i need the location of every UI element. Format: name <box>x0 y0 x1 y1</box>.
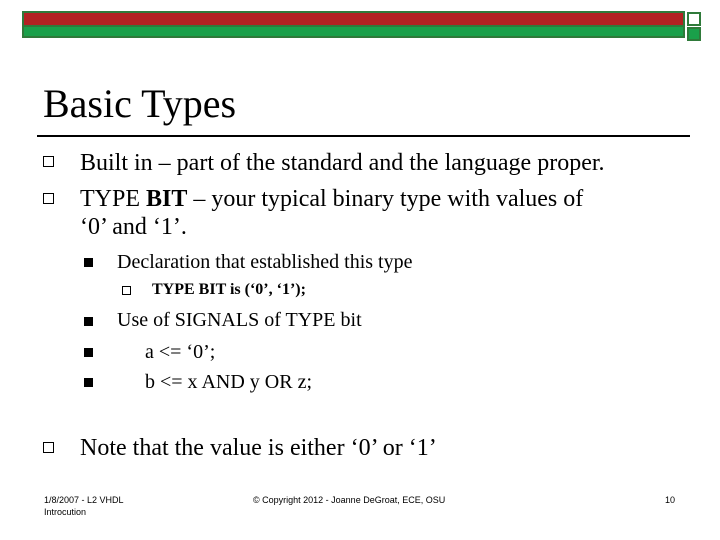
filled-square-bullet-icon <box>84 258 93 267</box>
slide-title: Basic Types <box>43 81 237 126</box>
code-line: a <= ‘0’; <box>145 341 216 363</box>
footer-left-line2: Introcution <box>44 507 87 517</box>
bullet-text-continuation: ‘0’ and ‘1’. <box>80 214 187 240</box>
bullet-text: Note that the value is either ‘0’ or ‘1’ <box>80 435 437 461</box>
code-line: TYPE BIT is (‘0’, ‘1’); <box>152 281 306 298</box>
hollow-square-bullet-icon <box>43 156 54 167</box>
filled-square-bullet-icon <box>84 317 93 326</box>
filled-square-bullet-icon <box>84 348 93 357</box>
header-bar-green <box>22 27 685 38</box>
footer-date <box>44 494 124 518</box>
hollow-square-bullet-icon <box>43 442 54 453</box>
bullet-text: Declaration that established this type <box>117 251 413 273</box>
footer-left-line1: 1/8/2007 - L2 VHDL <box>44 495 124 505</box>
bullet-text: Built in – part of the standard and the language proper. <box>80 150 605 176</box>
footer-copyright: © Copyright 2012 - Joanne DeGroat, ECE, OSU <box>253 495 446 505</box>
code-line: b <= x AND y OR z; <box>145 371 313 393</box>
hollow-square-bullet-icon <box>43 193 54 204</box>
bullet-text: Use of SIGNALS of TYPE bit <box>117 309 362 331</box>
bold-keyword: BIT <box>146 186 188 212</box>
page-number: 10 <box>665 495 676 505</box>
filled-square-bullet-icon <box>84 378 93 387</box>
header-square-top <box>687 12 701 26</box>
header-bar-red <box>22 11 685 27</box>
title-divider <box>37 135 690 137</box>
header-square-bottom <box>687 27 701 41</box>
hollow-square-bullet-icon <box>122 286 131 295</box>
bullet-text: TYPE BIT – your typical binary type with values of <box>80 186 584 212</box>
